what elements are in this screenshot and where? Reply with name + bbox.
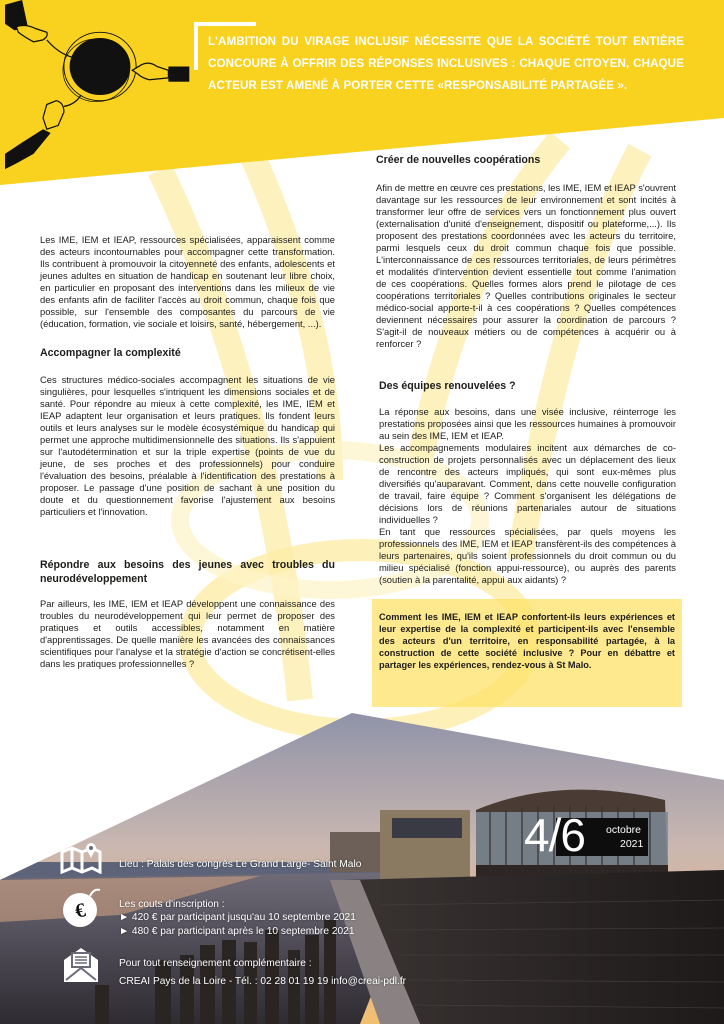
intro-paragraph: Les IME, IEM et IEAP, ressources spécialisées, apparaissent comme des acteurs incontournables pour accompagner cette transformation. Ils contribuent à promouvoir la citoyenneté des enfants, adolescents et jeunes adultes en situation de handicap en soutenant leur libre choix, en particulier en proposant des interventions dans les milieux de vie des enfants afin de faciliter l'accès au droit commun, chaque fois que possible, sur l'ensemble des composantes du parcours de vie (éducation, formation, vie sociale et loisirs, santé, hébergement, ...). <box>40 234 335 329</box>
euro-bomb-icon <box>60 886 104 930</box>
contact-line: CREAI Pays de la Loire - Tél. : 02 28 01 19 19 info@creai-pdl.fr <box>119 976 407 988</box>
cost-item: ► 480 € par participant après le 10 septembre 2021 <box>119 925 355 937</box>
section-body-neurodeveloppement: Par ailleurs, les IME, IEM et IEAP développent une connaissance des troubles du neurodéveloppement qui leur permet de proposer des pratiques et outils accessibles, notamment en matière d'apprentissages. De quelle manière les avancées des connaissances scientifiques pour l'analyse et la stratégie d'action se concrétisent-elles dans les pratiques professionnelles ? <box>40 598 335 669</box>
equipes-paragraph: Les accompagnements modulaires incitent aux démarches de co-construction de projets personnalisés avec un déplacement des lieux de rencontre des acteurs impliqués, qui sont eux-mêmes plus diversifiés qu'auparavant. Comment, dans cette nouvelle configuration de travail, faire équipe ? Comment s'organisent les délégations de décisions lors de réunions partenariales autour de situations individuelles ? <box>379 442 676 525</box>
section-title-complexite: Accompagner la complexité <box>40 347 181 359</box>
section-body-cooperations: Afin de mettre en œuvre ces prestations, les IME, IEM et IEAP s'ouvrent davantage sur les ressources de leur environnement et sont incités à transformer leur offre de services vers un fonctionnement plus ouvert (externalisation d'unité d'enseignement, dispositif ou plateforme,...). Ils proposent des prestations coordonnées avec les acteurs du territoire, parmi lesquels ceux du droit commun chaque fois que possible. L'interconnaissance de ces ressources territoriales, de leurs périmètres et modalités d'intervention devient essentielle tout comme l'animation de ces coopérations. Quelles formes alors prend le pilotage de ces coopérations territoriales ? Quelles contributions originales le secteur médico-social apporte-t-il à ces coopérations ? Quelles compétences deviennent nécessaires pour assurer la coordination de parcours ? S'agit-il de nouveaux métiers ou de compétences à acquérir ou à renforcer ? <box>376 182 676 349</box>
equipes-paragraph: La réponse aux besoins, dans une visée inclusive, réinterroge les prestations proposées ainsi que les ressources humaines à promouvoir au sein des IME, IEM et IEAP. <box>379 406 676 441</box>
contact-block <box>119 957 406 989</box>
date-days: 4/6 <box>524 809 585 861</box>
costs-block <box>119 898 356 938</box>
date-year: 2021 <box>620 838 644 850</box>
contact-title: Pour tout renseignement complémentaire : <box>119 958 312 969</box>
svg-text:€: € <box>73 899 88 923</box>
map-pin-icon <box>60 842 102 874</box>
section-body-complexite: Ces structures médico-sociales accompagnent les situations de vie singulières, pour lesquelles s'intriquent les dimensions sociales et de santé. Pour répondre au mieux à cette complexité, les IME, IEM et IEAP adaptent leur organisation et leurs pratiques. Ils fondent leurs outils et leurs analyses sur le modèle écosystémique du handicap qui permet une approche multidimensionnelle des situations. Ils s'appuient sur l'autodétermination et sur la triple expertise (points de vue du jeune, de ses proches et des professionnels) pour conduire l'évaluation des besoins, préalable à l'identification des prestations à proposer. Le passage d'une position de sachant à une position du doute et du questionnement favorise l'ajustement aux besoins particuliers et l'innovation. <box>40 374 335 517</box>
section-title-neurodeveloppement: Répondre aux besoins des jeunes avec troubles du neurodéveloppement <box>40 559 335 585</box>
section-title-cooperations: Créer de nouvelles coopérations <box>376 154 541 166</box>
cost-item: ► 420 € par participant jusqu'au 10 septembre 2021 <box>119 912 356 924</box>
date-month: octobre <box>606 824 642 836</box>
section-title-equipes: Des équipes renouvelées ? <box>379 380 516 392</box>
callout-text: Comment les IME, IEM et IEAP confortent-ils leurs expériences et leur expertise de la complexité et participent-ils avec l'ensemble des acteurs d'un territoire, en responsabilité partagée, à la construction de cette société inclusive ? Pour en débattre et partager les expériences, rendez-vous à St Malo. <box>379 612 675 670</box>
envelope-icon <box>62 946 100 984</box>
banner-quote: L'AMBITION DU VIRAGE INCLUSIF NÉCESSITE QUE LA SOCIÉTÉ TOUT ENTIÈRE CONCOURE À OFFRIR DES RÉPONSES INCLUSIVES : CHAQUE CITOYEN, CHAQUE ACTEUR EST AMENÉ À PORTER CETTE «RESPONSABILITÉ PARTAGÉE ». <box>208 35 684 92</box>
equipes-paragraph: En tant que ressources spécialisées, par quels moyens les professionnels des IME, IEM et IEAP transfèrent-ils des compétences à leurs partenaires, qu'ils soient professionnels du droit commun ou du milieu spécialisé (fonction appui-ressource), ou auprès des parents (soutien à la parentalité, appui aux aidants) ? <box>379 526 676 585</box>
costs-title: Les couts d'inscription : <box>119 899 225 910</box>
location-text: Lieu : Palais des congrès Le Grand Large- Saint Malo <box>119 859 362 870</box>
